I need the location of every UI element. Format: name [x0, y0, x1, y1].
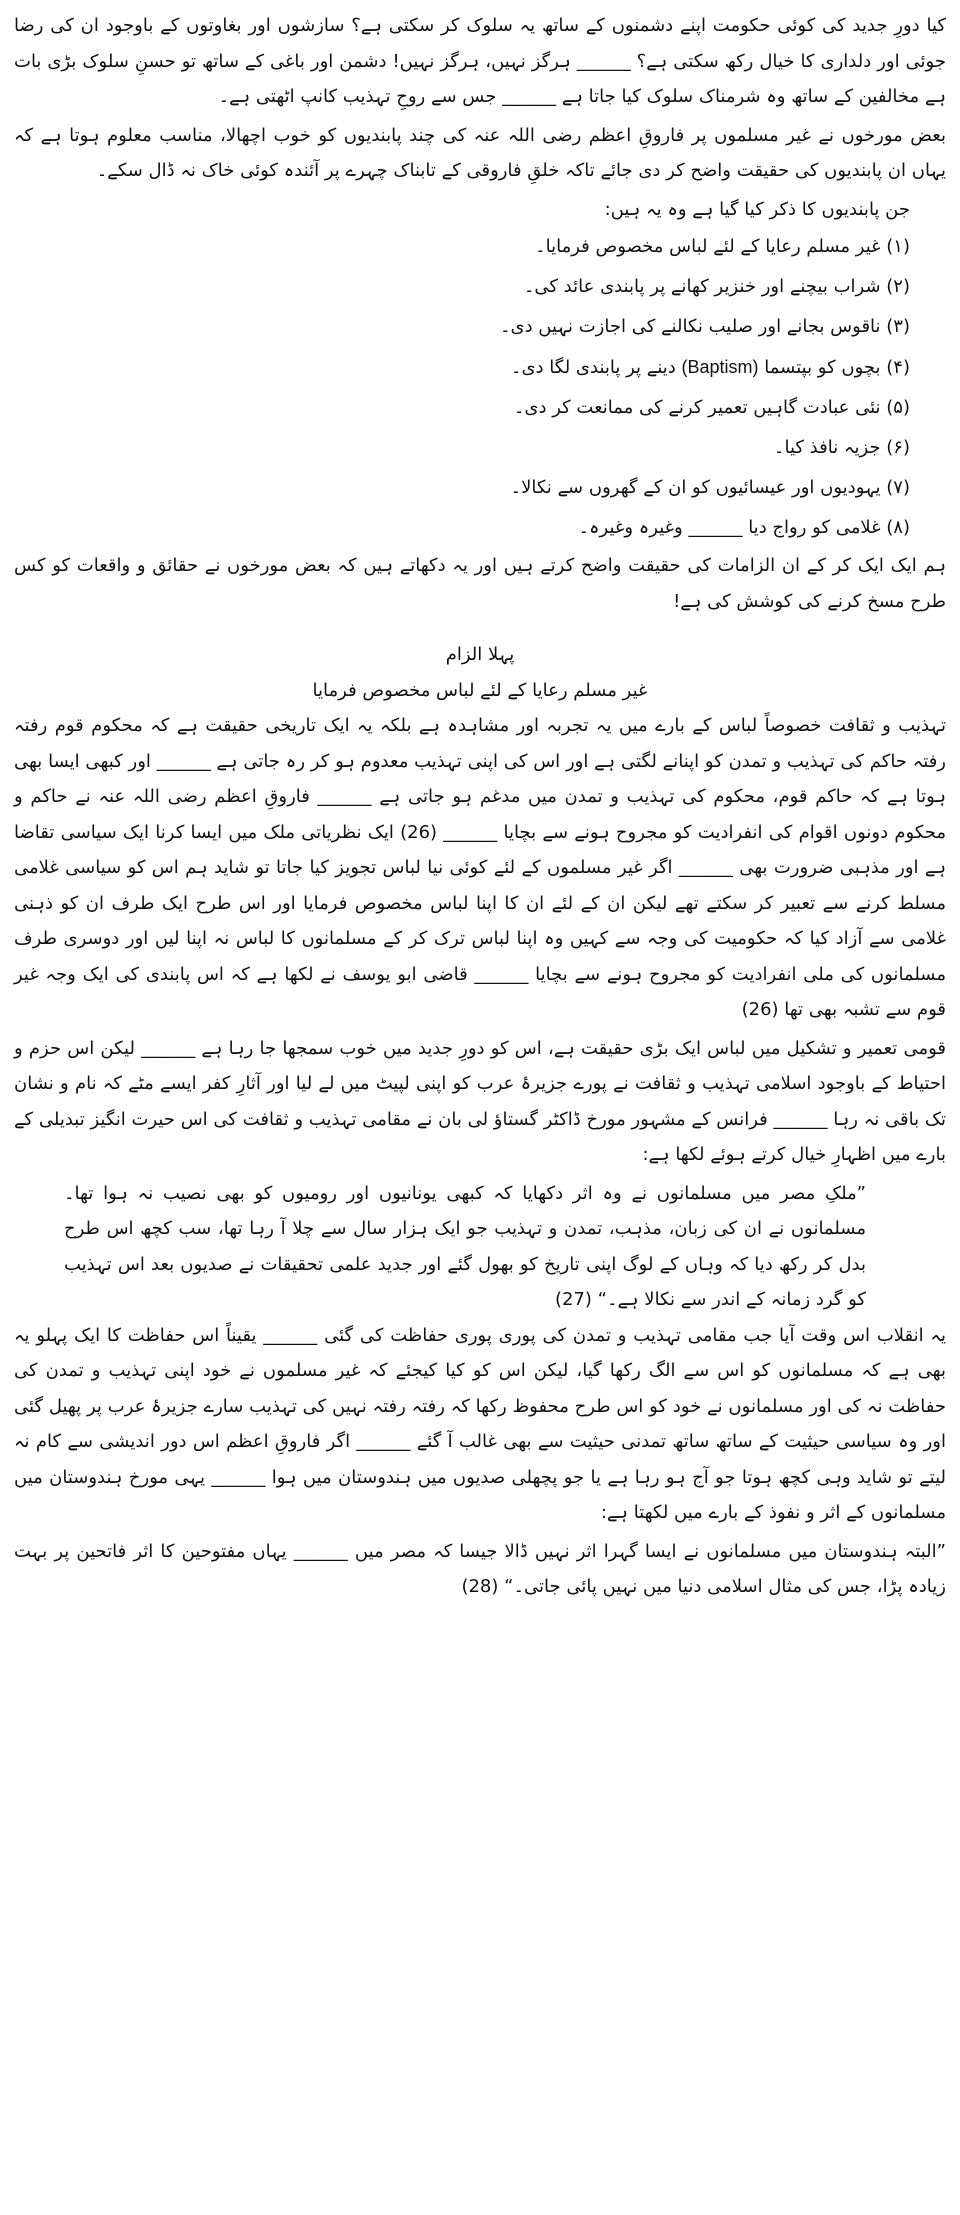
baptism-english-term: (Baptism)	[681, 357, 759, 377]
list-item: (۱) غیر مسلم رعایا کے لئے لباس مخصوص فرمایا۔	[535, 236, 910, 257]
baptism-suffix: دینے پر پابندی لگا دی۔	[510, 357, 676, 378]
list-item-baptism	[14, 347, 910, 388]
list-item: (۸) غلامی کو رواج دیا ______ وغیرہ وغیرہ۔	[578, 517, 910, 538]
restrictions-list	[14, 227, 946, 548]
paragraph-national-identity: قومی تعمیر و تشکیل میں لباس ایک بڑی حقیقت ہے، اس کو دورِ جدید میں خوب سمجھا جا رہا ہے ______ لیکن اس حزم و احتیاط کے باوجود اسلامی تہذیب و ثقافت نے پورے جزیرۂ عرب کو اپنی لپیٹ میں لے لیا اور آثارِ کفر ایسے مٹے کہ نام و نشان تک باقی نہ رہا ______ فرانس کے مشہور مورخ ڈاکٹر گستاؤ لی بان نے مقامی تہذیب و ثقافت کی اس حیرت انگیز تبدیلی کے بارے میں اظہارِ خیال کرتے ہوئے لکھا ہے:	[14, 1037, 946, 1165]
quote-egypt: ”ملکِ مصر میں مسلمانوں نے وہ اثر دکھایا کہ کبھی یونانیوں اور رومیوں کو بھی نصیب نہ ہوا تھا۔ مسلمانوں نے ان کی زبان، مذہب، تمدن و تہذیب جو ایک ہزار سال سے چلا آ رہا تھا، سب کچھ اس طرح بدل کر رکھ دیا کہ وہاں کے لوگ اپنی تاریخ کو بھول گئے اور جدید علمی تحقیقات نے صدیوں بعد اس تہذیب کو گرد زمانہ کے اندر سے نکالا ہے۔“ (27)	[64, 1182, 866, 1310]
paragraph-dress-culture: تہذیب و ثقافت خصوصاً لباس کے بارے میں یہ تجربہ اور مشاہدہ ہے بلکہ یہ ایک تاریخی حقیقت ہے کہ محکوم قوم رفتہ رفتہ حاکم کی تہذیب و تمدن کو اپنانے لگتی ہے اور اس کی اپنی تہذیب معدوم ہو کر رہ جاتی ہے ______ اور کبھی ایسا بھی ہوتا ہے کہ حاکم قوم، محکوم کی تہذیب و تمدن میں مدغم ہو جاتی ہے ______ فاروقِ اعظم رضی اللہ عنہ نے حاکم و محکوم دونوں اقوام کی انفرادیت کو مجروح ہونے سے بچایا ______ (26) ایک نظریاتی ملک میں ایسا کرنا ایک سیاسی تقاضا ہے اور مذہبی ضرورت بھی ______ اگر غیر مسلموں کے لئے کوئی نیا لباس تجویز کیا جاتا تو شاید ہم اس کو سیاسی غلامی مسلط کرنے سے تعبیر کر سکتے تھے لیکن ان کے لئے ان کا اپنا لباس مخصوص فرمایا اور اس طرح ایک طرف ان کو ذہنی غلامی سے آزاد کیا کہ حکومیت کی وجہ سے کہیں وہ اپنا لباس ترک کر کے مسلمانوں کا لباس نہ اپنا لیں اور دوسری طرف مسلمانوں کی ملی انفرادیت کو مجروح ہونے سے بچایا ______ قاضی ابو یوسف نے لکھا ہے کہ اس پابندی کی ایک وجہ غیر قوم سے تشبہ بھی تھا (26)	[14, 715, 946, 1020]
list-item: (۷) یہودیوں اور عیسائیوں کو ان کے گھروں سے نکالا۔	[510, 477, 910, 498]
section-heading: پہلا الزام	[445, 644, 515, 665]
paragraph-historians-restrictions: بعض مورخوں نے غیر مسلموں پر فاروقِ اعظم رضی اللہ عنہ کی چند پابندیوں کو خوب اچھالا، مناسب معلوم ہوتا ہے کہ یہاں ان پابندیوں کی حقیقت واضح کر دی جائے تاکہ خلقِ فاروقی کے تابناک چہرے پر آئندہ کوئی خاک نہ ڈال سکے۔	[14, 124, 946, 181]
section-subheading: غیر مسلم رعایا کے لئے لباس مخصوص فرمایا	[312, 679, 648, 701]
restrictions-intro: جن پابندیوں کا ذکر کیا گیا ہے وہ یہ ہیں:	[604, 198, 910, 220]
list-item: (۵) نئی عبادت گاہیں تعمیر کرنے کی ممانعت کر دی۔	[513, 397, 910, 418]
baptism-prefix: (۴) بچوں کو بپتسما	[764, 357, 910, 378]
list-item: (۶) جزیہ نافذ کیا۔	[773, 437, 910, 458]
quote-india: ”البتہ ہندوستان میں مسلمانوں نے ایسا گہرا اثر نہیں ڈالا جیسا کہ مصر میں ______ یہاں مفتوحین کا اثر فاتحین پر بہت زیادہ پڑا، جس کی مثال اسلامی دنیا میں نہیں پائی جاتی۔“ (28)	[14, 1540, 946, 1597]
paragraph-revolution: یہ انقلاب اس وقت آیا جب مقامی تہذیب و تمدن کی پوری پوری حفاظت کی گئی ______ یقیناً اس حفاظت کا ایک پہلو یہ بھی ہے کہ مسلمانوں کو اس سے الگ رکھا گیا، لیکن اس کو کیا کیجئے کہ غیر مسلموں نے خود اپنی تہذیب و تمدن کی حفاظت نہ کی اور مسلمانوں نے خود کو اس طرح محفوظ رکھا کہ رفتہ رفتہ نہیں کی تہذیب سارے جزیرۂ عرب پر پھیل گئی اور وہ سیاسی حیثیت کے ساتھ ساتھ تمدنی حیثیت سے بھی غالب آ گئے ______ اگر فاروقِ اعظم اس دور اندیشی سے کام نہ لیتے تو شاید وہی کچھ ہوتا جو آج ہو رہا ہے یا جو پچھلی صدیوں میں ہندوستان میں ہوا ______ یہی مورخ ہندوستان میں مسلمانوں کے اثر و نفوذ کے بارے میں لکھتا ہے:	[14, 1324, 946, 1523]
paragraph-modern-governments: کیا دورِ جدید کی کوئی حکومت اپنے دشمنوں کے ساتھ یہ سلوک کر سکتی ہے؟ سازشوں اور بغاوتوں کے باوجود ان کی رضا جوئی اور دلداری کا خیال رکھ سکتی ہے؟ ______ ہرگز نہیں، ہرگز نہیں! دشمن اور باغی کے ساتھ تو حسنِ سلوک بڑی بات ہے مخالفین کے ساتھ وہ شرمناک سلوک کیا جاتا ہے ______ جس سے روحِ تہذیب کانپ اٹھتی ہے۔	[14, 15, 946, 107]
list-item: (۳) ناقوس بجانے اور صلیب نکالنے کی اجازت نہیں دی۔	[499, 316, 910, 337]
list-item: (۲) شراب بیچنے اور خنزیر کھانے پر پابندی عائد کی۔	[523, 276, 910, 297]
paragraph-charges: ہم ایک ایک کر کے ان الزامات کی حقیقت واضح کرتے ہیں اور یہ دکھاتے ہیں کہ بعض مورخوں نے حقائق و واقعات کو کس طرح مسخ کرنے کی کوشش کی ہے!	[14, 555, 946, 612]
